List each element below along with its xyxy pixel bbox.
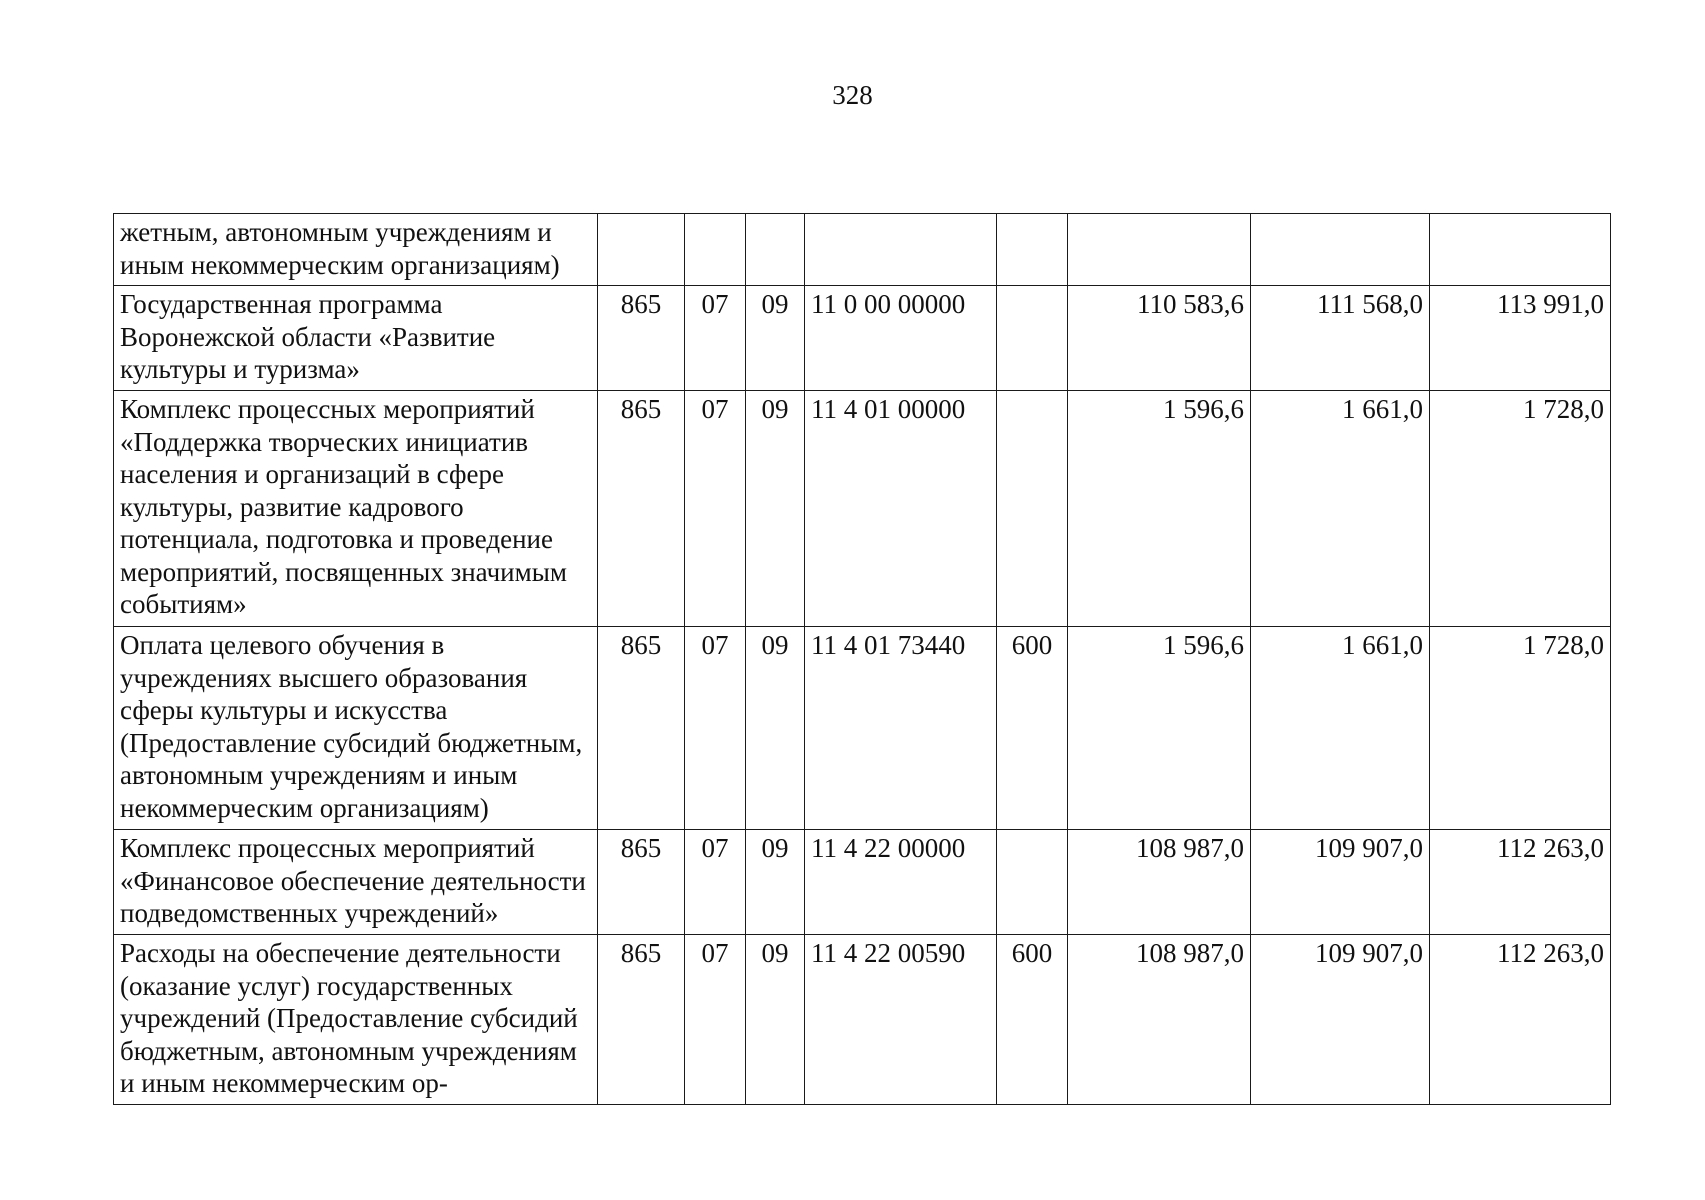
table-row: [114, 627, 1611, 830]
amount-2025-cell: 1 661,0: [1251, 627, 1430, 830]
table-row: [114, 935, 1611, 1105]
ministry-code-cell: [598, 214, 685, 286]
amount-2025-cell: 109 907,0: [1251, 830, 1430, 935]
amount-2024-cell: 1 596,6: [1068, 391, 1251, 627]
amount-2024-cell: 108 987,0: [1068, 830, 1251, 935]
amount-2024-cell: [1068, 214, 1251, 286]
amount-2026-cell: [1430, 214, 1611, 286]
target-article-cell: 11 4 22 00590: [805, 935, 997, 1105]
amount-2024-cell: 108 987,0: [1068, 935, 1251, 1105]
page-number: 328: [832, 80, 873, 110]
expense-type-cell: [997, 391, 1068, 627]
amount-2025-cell: 1 661,0: [1251, 391, 1430, 627]
table-row: [114, 214, 1611, 286]
expense-type-cell: [997, 286, 1068, 391]
amount-2026-cell: 112 263,0: [1430, 830, 1611, 935]
subsection-code-cell: 09: [746, 627, 805, 830]
amount-2026-cell: 112 263,0: [1430, 935, 1611, 1105]
expense-type-cell: [997, 214, 1068, 286]
row-name-cell: Комплекс процессных мероприятий «Финансовое обеспечение деятельности подведомственных учреждений»: [114, 830, 598, 935]
target-article-cell: 11 4 01 00000: [805, 391, 997, 627]
expense-type-cell: 600: [997, 627, 1068, 830]
section-code-cell: 07: [685, 830, 746, 935]
budget-table: [113, 213, 1611, 1105]
table-row: [114, 391, 1611, 627]
amount-2026-cell: 1 728,0: [1430, 391, 1611, 627]
target-article-cell: 11 0 00 00000: [805, 286, 997, 391]
amount-2026-cell: 113 991,0: [1430, 286, 1611, 391]
table-row: [114, 286, 1611, 391]
subsection-code-cell: 09: [746, 391, 805, 627]
ministry-code-cell: 865: [598, 935, 685, 1105]
subsection-code-cell: [746, 214, 805, 286]
expense-type-cell: [997, 830, 1068, 935]
row-name-cell: Государственная программа Воронежской области «Развитие культуры и туризма»: [114, 286, 598, 391]
row-name-cell: жетным, автономным учреждениям и иным некоммерческим организациям): [114, 214, 598, 286]
section-code-cell: [685, 214, 746, 286]
section-code-cell: 07: [685, 286, 746, 391]
subsection-code-cell: 09: [746, 830, 805, 935]
target-article-cell: 11 4 22 00000: [805, 830, 997, 935]
expense-type-cell: 600: [997, 935, 1068, 1105]
target-article-cell: 11 4 01 73440: [805, 627, 997, 830]
ministry-code-cell: 865: [598, 627, 685, 830]
target-article-cell: [805, 214, 997, 286]
amount-2025-cell: [1251, 214, 1430, 286]
section-code-cell: 07: [685, 935, 746, 1105]
section-code-cell: 07: [685, 627, 746, 830]
amount-2026-cell: 1 728,0: [1430, 627, 1611, 830]
subsection-code-cell: 09: [746, 935, 805, 1105]
ministry-code-cell: 865: [598, 391, 685, 627]
row-name-cell: Комплекс процессных мероприятий «Поддержка творческих инициатив населения и организаций в сфере культуры, развитие кадрового потенциала, подготовка и проведение мероприятий, посвященных значимым событиям»: [114, 391, 598, 627]
row-name-cell: Оплата целевого обучения в учреждениях высшего образования сферы культуры и искусства (Предоставление субсидий бюджетным, автономным учреждениям и иным некоммерческим организациям): [114, 627, 598, 830]
amount-2024-cell: 1 596,6: [1068, 627, 1251, 830]
ministry-code-cell: 865: [598, 830, 685, 935]
ministry-code-cell: 865: [598, 286, 685, 391]
row-name-cell: Расходы на обеспечение деятельности (оказание услуг) государственных учреждений (Предоставление субсидий бюджетным, автономным учреждениям и иным некоммерческим ор-: [114, 935, 598, 1105]
table-row: [114, 830, 1611, 935]
amount-2025-cell: 111 568,0: [1251, 286, 1430, 391]
amount-2025-cell: 109 907,0: [1251, 935, 1430, 1105]
subsection-code-cell: 09: [746, 286, 805, 391]
section-code-cell: 07: [685, 391, 746, 627]
amount-2024-cell: 110 583,6: [1068, 286, 1251, 391]
